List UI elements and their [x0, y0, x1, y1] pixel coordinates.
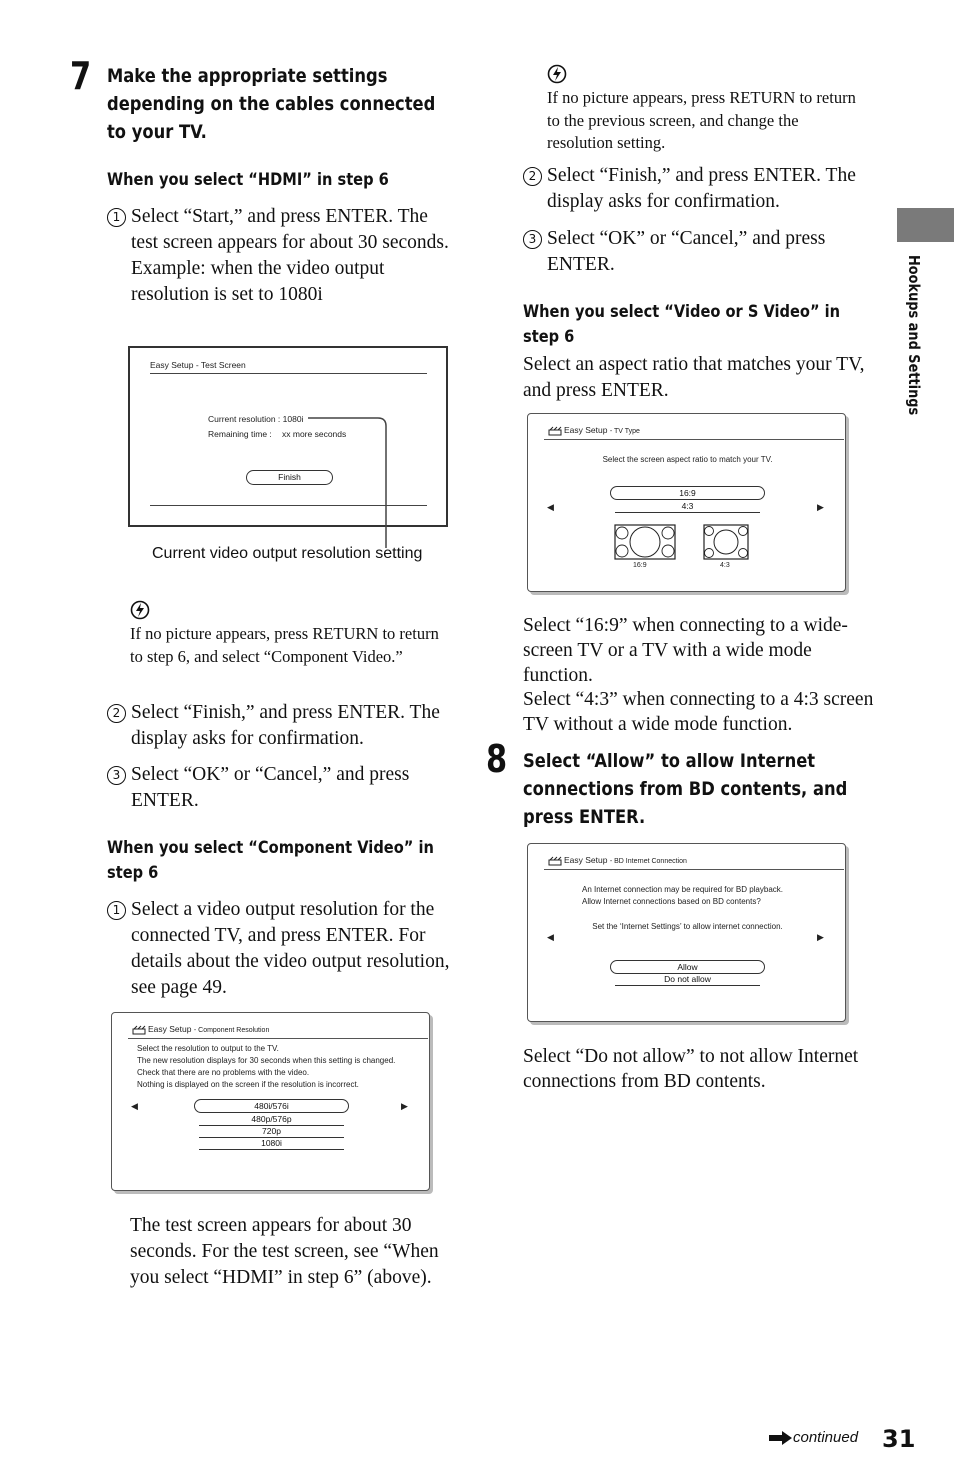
- screen-title-main: Easy Setup: [148, 1024, 192, 1034]
- bd-message-1: An Internet connection may be required for BD playback.: [582, 885, 783, 894]
- circled-number: 1: [107, 901, 126, 920]
- hdmi-test-screen: [128, 346, 448, 527]
- instruction-line: Check that there are no problems with the video.: [137, 1068, 310, 1077]
- arrow-right-icon: [769, 1431, 793, 1445]
- video-after-1: Select “16:9” when connecting to a wide-screen TV or a TV with a wide mode function.: [523, 615, 848, 686]
- left-arrow-icon[interactable]: ◀: [547, 933, 554, 943]
- title-divider: [544, 869, 844, 870]
- circled-number: 2: [523, 167, 542, 186]
- video-heading: When you select “Video or S Video” in step 6: [523, 302, 841, 347]
- bd-message-2: Allow Internet connections based on BD contents?: [582, 897, 761, 906]
- title-divider: [150, 373, 427, 374]
- step-8-title: Select “Allow” to allow Internet connections from BD contents, and press ENTER.: [523, 750, 848, 828]
- step-8-after: Select “Do not allow” to not allow Internet connections from BD contents.: [523, 1046, 859, 1092]
- standard-label: 4:3: [720, 562, 730, 569]
- finish-button[interactable]: Finish: [246, 470, 333, 485]
- widescreen-label: 16:9: [633, 562, 647, 569]
- hdmi-note: If no picture appears, press RETURN to return to step 6, and select “Component Video.”: [130, 624, 439, 666]
- remaining-time-label: Remaining time :: [208, 429, 272, 439]
- title-divider: [128, 1038, 428, 1039]
- right-arrow-icon[interactable]: ▶: [817, 503, 824, 513]
- screen-title-main: Easy Setup: [564, 855, 608, 865]
- component-heading: When you select “Component Video” in step 6: [107, 838, 434, 883]
- resolution-option[interactable]: 480p/576p: [199, 1113, 344, 1126]
- allow-option-selected[interactable]: Allow: [610, 960, 765, 974]
- remaining-time-value: xx more seconds: [282, 429, 347, 439]
- title-divider: [544, 439, 844, 440]
- bd-internet-screen: [527, 843, 846, 1022]
- aspect-prompt: Select the screen aspect ratio to match your TV.: [602, 455, 773, 464]
- screen-title-sub: - BD Internet Connection: [609, 858, 687, 865]
- callout-label: Current video output resolution setting: [152, 545, 423, 562]
- circled-number: 3: [523, 230, 542, 249]
- screen-title-main: Easy Setup: [564, 425, 608, 435]
- hdmi-item-3: [107, 762, 452, 814]
- component-item-1-text: Select a video output resolution for the connected TV, and press ENTER. For details about the video output resolution, see page 49.: [131, 899, 450, 998]
- hdmi-item-2: [107, 700, 452, 752]
- widescreen-tv-image: [614, 524, 676, 560]
- right-item-2: [523, 163, 868, 215]
- hdmi-item-2-text: Select “Finish,” and press ENTER. The display asks for confirmation.: [131, 702, 440, 749]
- circled-number: 2: [107, 704, 126, 723]
- right-item-3-text: Select “OK” or “Cancel,” and press ENTER.: [547, 228, 826, 275]
- step-number-7: 7: [70, 54, 92, 98]
- screen-title-sub: - TV Type: [609, 428, 640, 435]
- right-arrow-icon[interactable]: ▶: [817, 933, 824, 943]
- right-note: If no picture appears, press RETURN to return to the previous screen, and change the resolution setting.: [547, 88, 856, 152]
- right-item-3: [523, 226, 868, 278]
- bd-message-3: Set the ‘Internet Settings’ to allow internet connection.: [592, 922, 783, 931]
- hdmi-item-1: [107, 204, 452, 308]
- continued-text: continued: [793, 1429, 859, 1446]
- note-icon: [547, 64, 567, 84]
- tv-type-screen: [527, 413, 846, 592]
- continued-marker: [769, 1429, 858, 1446]
- hdmi-item-1-text: Select “Start,” and press ENTER. The test screen appears for about 30 seconds.: [131, 206, 449, 253]
- component-resolution-screen: [111, 1012, 430, 1191]
- test-screen-title: Easy Setup - Test Screen: [150, 360, 246, 370]
- step-7-title: Make the appropriate settings depending on the cables connected to your TV.: [107, 65, 436, 143]
- circled-number: 3: [107, 766, 126, 785]
- left-arrow-icon[interactable]: ◀: [547, 503, 554, 513]
- instruction-line: Nothing is displayed on the screen if the resolution is incorrect.: [137, 1080, 359, 1089]
- current-resolution: Current resolution : 1080i: [208, 414, 304, 424]
- hdmi-item-1-example: Example: when the video output resolution is set to 1080i: [131, 258, 385, 305]
- step-number-8: 8: [486, 737, 508, 781]
- resolution-option[interactable]: 720p: [199, 1125, 344, 1138]
- video-body: Select an aspect ratio that matches your TV, and press ENTER.: [523, 354, 865, 401]
- hdmi-heading: When you select “HDMI” in step 6: [107, 170, 389, 190]
- hdmi-item-3-text: Select “OK” or “Cancel,” and press ENTER.: [131, 764, 410, 811]
- section-side-label: Hookups and Settings: [905, 255, 923, 416]
- aspect-option-selected[interactable]: 16:9: [610, 486, 765, 500]
- page-number: 31: [882, 1425, 916, 1453]
- aspect-option[interactable]: 4:3: [615, 500, 760, 513]
- standard-tv-image: [703, 524, 749, 560]
- right-arrow-icon[interactable]: ▶: [401, 1102, 408, 1112]
- resolution-option-selected[interactable]: 480i/576i: [194, 1099, 349, 1113]
- left-arrow-icon[interactable]: ◀: [131, 1102, 138, 1112]
- component-instructions: [137, 1043, 395, 1091]
- right-item-2-text: Select “Finish,” and press ENTER. The display asks for confirmation.: [547, 165, 856, 212]
- section-tab-marker: [897, 208, 954, 242]
- note-icon: [130, 600, 150, 620]
- circled-number: 1: [107, 208, 126, 227]
- component-after-text: The test screen appears for about 30 seconds. For the test screen, see “When you select “HDMI” in step 6” (above).: [130, 1215, 439, 1288]
- instruction-line: The new resolution displays for 30 seconds when this setting is changed.: [137, 1056, 396, 1065]
- do-not-allow-option[interactable]: Do not allow: [615, 973, 760, 986]
- callout-line: [300, 412, 400, 552]
- resolution-option[interactable]: 1080i: [199, 1137, 344, 1150]
- instruction-line: Select the resolution to output to the TV.: [137, 1044, 279, 1053]
- video-after-2: Select “4:3” when connecting to a 4:3 screen TV without a wide mode function.: [523, 689, 874, 735]
- component-item-1: [107, 897, 457, 1001]
- screen-title-sub: - Component Resolution: [193, 1027, 270, 1034]
